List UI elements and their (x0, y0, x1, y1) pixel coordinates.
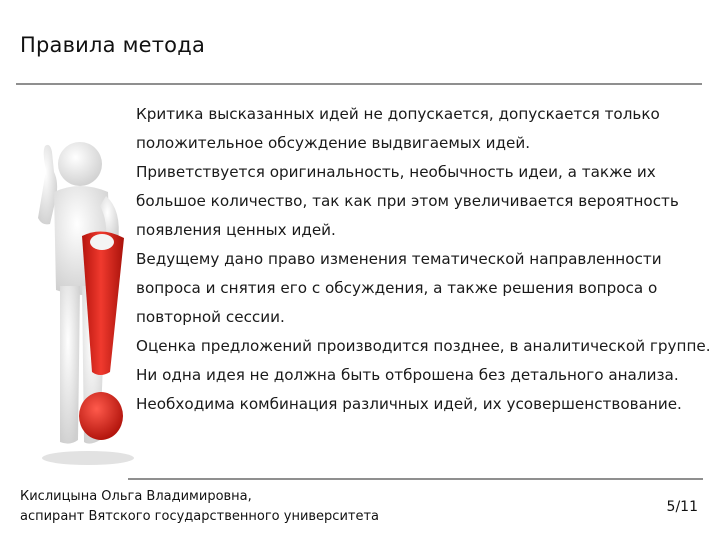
rule-item: Ни одна идея не должна быть отброшена без детального анализа. (136, 366, 679, 384)
rule-item: Ведущему дано право изменения тематической направленности вопроса и снятия его с обсуждения, а также решения вопроса о повторной сессии. (136, 250, 662, 326)
author-name: Кислицына Ольга Владимировна, (20, 489, 252, 504)
rules-list (136, 100, 714, 419)
rule-item: Необходима комбинация различных идей, их усовершенствование. (136, 395, 682, 413)
footer-author (20, 487, 379, 527)
page-number: 5/11 (666, 499, 698, 515)
title-divider (16, 83, 702, 85)
footer-divider (128, 478, 703, 480)
rule-item: Критика высказанных идей не допускается, допускается только положительное обсуждение выдвигаемых идей. (136, 105, 660, 152)
rule-item: Оценка предложений производится позднее, в аналитической группе. (136, 337, 711, 355)
person-with-exclamation-icon (26, 140, 136, 470)
author-affiliation: аспирант Вятского государственного университета (20, 509, 380, 524)
slide-title: Правила метода (20, 33, 206, 57)
rule-item: Приветствуется оригинальность, необычность идеи, а также их большое количество, так как при этом увеличивается вероятность появления ценных идей. (136, 163, 679, 239)
